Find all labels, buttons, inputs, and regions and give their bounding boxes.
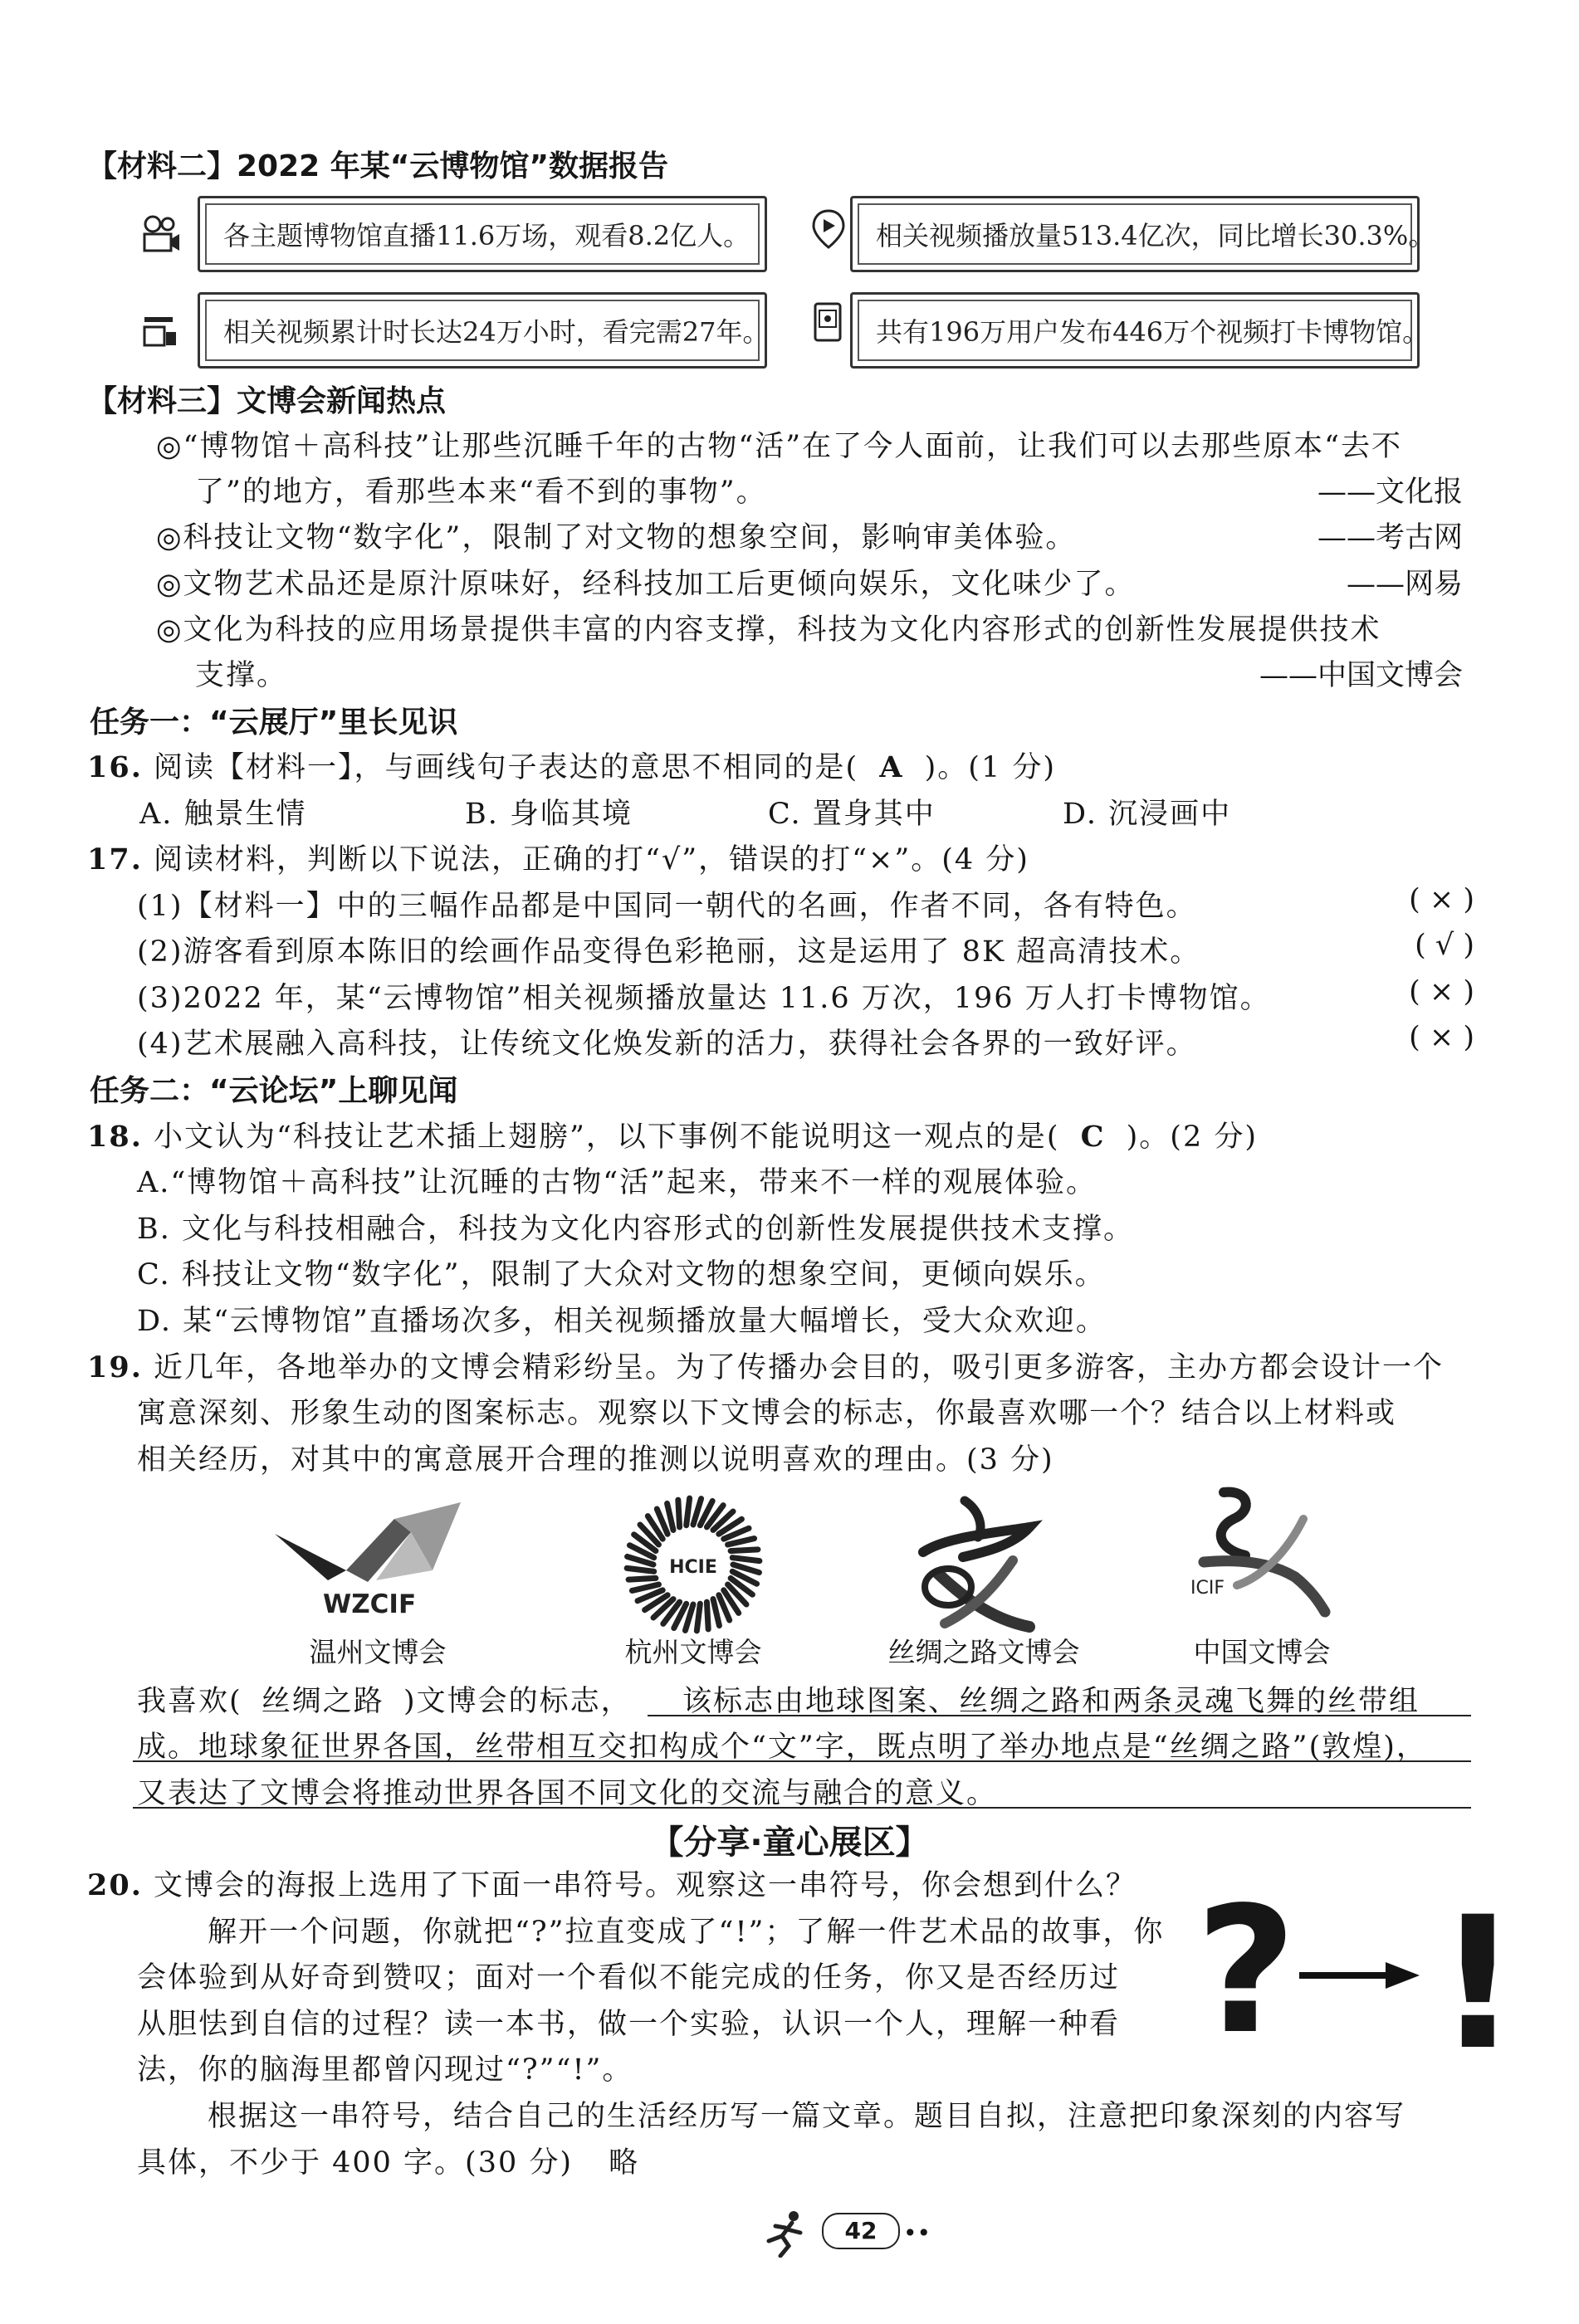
answer-line-2: 成。地球象征世界各国，丝带相互交扣构成个“文”字，既点明了举办地点是“丝绸之路”(敦煌)，: [137, 1731, 1427, 1764]
question-number: 20.: [87, 1868, 143, 1902]
question-19-line1: [87, 1345, 1444, 1386]
task-two-heading: 任务二：“云论坛”上聊见闻: [90, 1074, 458, 1108]
stem-text: 小文认为“科技让艺术插上翅膀”，以下事例不能说明这一观点的是(: [154, 1120, 1060, 1154]
answer-prefix: 我喜欢(: [137, 1685, 242, 1718]
question-20-para-4: 法，你的脑海里都曾闪现过“?”“!”。: [137, 2053, 633, 2087]
news-item-3: ◎文物艺术品还是原汁原味好，经科技加工后更倾向娱乐，文化味少了。: [156, 568, 1136, 601]
exclamation-mark-symbol: !: [1436, 1877, 1520, 2090]
logo-ray: [732, 1558, 760, 1561]
answer-mid: )文博会的标志，: [403, 1685, 632, 1718]
news-item-4-line2: 支撑。: [195, 659, 288, 692]
option-b: B. 文化与科技相融合，科技为文化内容形式的创新性发展提供技术支撑。: [137, 1213, 1134, 1246]
question-17-stem: [87, 837, 1029, 878]
play-location-icon: [807, 208, 850, 251]
logo-ray: [687, 1498, 690, 1526]
answer-line-3: 又表达了文博会将推动世界各国不同文化的交流与融合的意义。: [137, 1777, 998, 1810]
silk-road-expo-logo: [905, 1494, 1054, 1635]
logo-caption-hangzhou: 杭州文博会: [624, 1636, 762, 1668]
question-mark-symbol: ?: [1195, 1869, 1297, 2073]
question-19-line2: 寓意深刻、形象生动的图案标志。观察以下文博会的标志，你最喜欢哪一个？结合以上材料或: [137, 1397, 1397, 1430]
question-19-answer-intro: [137, 1678, 632, 1720]
news-source-1: ——文化报: [1317, 476, 1463, 509]
logo-ray: [728, 1539, 755, 1545]
news-item-2: ◎科技让文物“数字化”，限制了对文物的想象空间，影响审美体验。: [156, 521, 1077, 554]
logo-caption-china: 中国文博会: [1193, 1636, 1331, 1668]
news-source-2: ——考古网: [1317, 521, 1463, 554]
film-camera-icon: [139, 214, 183, 257]
question-18-stem: [87, 1114, 1258, 1155]
answer-line-1: 该标志由地球图案、丝绸之路和两条灵魂飞舞的丝带组: [682, 1685, 1420, 1718]
material-two-title: 【材料二】2022 年某“云博物馆”数据报告: [87, 149, 669, 183]
news-item-1-line1: ◎“博物馆＋高科技”让那些沉睡千年的古物“活”在了今人面前，让我们可以去那些原本“去不: [156, 430, 1403, 463]
judge-mark-4: ( × ): [1409, 1021, 1474, 1054]
stem-text: 阅读【材料一】，与画线句子表达的意思不相同的是(: [154, 751, 859, 784]
task-one-heading: 任务一：“云展厅”里长见识: [90, 706, 458, 740]
question-number: 17.: [87, 842, 143, 876]
task-text: 具体，不少于 400 字。(30 分): [137, 2146, 574, 2180]
share-section-title: 【分享·童心展区】: [650, 1824, 929, 1862]
option-a: A.“博物馆＋高科技”让沉睡的古物“活”起来，带来不一样的观展体验。: [137, 1166, 1097, 1199]
judge-item-3: (3)2022 年，某“云博物馆”相关视频播放量达 11.6 万次，196 万人打卡博物馆。: [137, 982, 1271, 1015]
question-20-task-line1: 根据这一串符号，结合自己的生活经历写一篇文章。题目自拟，注意把印象深刻的内容写: [208, 2100, 1406, 2133]
option-b: B. 身临其境: [465, 798, 633, 831]
logo-mark: ICIF: [1190, 1578, 1225, 1599]
question-20-para-3: 从胆怯到自信的过程？读一本书，做一个实验，认识一个人，理解一种看: [137, 2008, 1121, 2041]
judge-mark-1: ( × ): [1409, 883, 1474, 916]
option-c: C. 置身其中: [768, 798, 936, 831]
stem-text: 近几年，各地举办的文博会精彩纷呈。为了传播办会目的，吸引更多游客，主办方都会设计一个: [154, 1351, 1445, 1384]
question-number: 18.: [87, 1120, 143, 1154]
answer-underline: [133, 1807, 1471, 1809]
option-c: C. 科技让文物“数字化”，限制了大众对文物的想象空间，更倾向娱乐。: [137, 1258, 1106, 1291]
data-box-live: [198, 196, 767, 272]
answer-choice: 丝绸之路: [261, 1685, 384, 1718]
logo-ray: [632, 1584, 658, 1590]
news-item-1-line2: 了”的地方，看那些本来“看不到的事物”。: [195, 476, 767, 509]
answer-text: A: [879, 750, 904, 784]
phone-checkin-icon: [807, 300, 850, 344]
news-item-4-line1: ◎文化为科技的应用场景提供丰富的内容支撑，科技为文化内容形式的创新性发展提供技术: [156, 613, 1381, 647]
question-20-task-line2: [137, 2140, 639, 2181]
news-source-3: ——网易: [1346, 568, 1463, 601]
video-clock-icon: [139, 310, 183, 354]
data-box-text: 各主题博物馆直播11.6万场，观看8.2亿人。: [223, 220, 750, 251]
question-number: 19.: [87, 1350, 143, 1384]
logo-ray: [697, 1604, 700, 1631]
data-box-text: 相关视频播放量513.4亿次，同比增长30.3%。: [876, 220, 1435, 251]
news-source-4: ——中国文博会: [1259, 659, 1463, 692]
question-19-line3: 相关经历，对其中的寓意展开合理的推测以说明喜欢的理由。(3 分): [137, 1443, 1054, 1477]
logo-caption-wenzhou: 温州文博会: [309, 1636, 447, 1668]
question-16-stem: [87, 745, 1056, 786]
logo-ray: [627, 1568, 654, 1571]
data-box-text: 共有196万用户发布446万个视频打卡博物馆。: [876, 316, 1430, 348]
question-number: 16.: [87, 750, 143, 784]
running-figure-icon: [762, 2208, 812, 2258]
answer-text: C: [1080, 1120, 1106, 1154]
logo-ray: [706, 1602, 708, 1629]
stem-text: )。(1 分): [924, 751, 1057, 784]
data-box-duration: [198, 292, 770, 369]
stem-text: 阅读材料，判断以下说法，正确的打“√”，错误的打“×”。(4 分): [154, 843, 1029, 876]
judge-mark-2: ( √ ): [1415, 929, 1474, 962]
stem-text: 文博会的海报上选用了下面一串符号。观察这一串符号，你会想到什么？: [154, 1869, 1137, 1902]
data-box-users: [850, 292, 1430, 369]
china-expo-logo: [1179, 1486, 1345, 1627]
logo-ray: [731, 1550, 758, 1551]
option-a: A. 触景生情: [139, 798, 307, 831]
logo-mark: WZCIF: [323, 1589, 417, 1618]
question-20-para-1: 解开一个问题，你就把“?”拉直变成了“!”；了解一件艺术品的故事，你: [208, 1916, 1165, 1949]
wenzhou-expo-logo: [270, 1494, 486, 1618]
data-box-views: [850, 196, 1435, 272]
option-d: D. 某“云博物馆”直播场次多，相关视频播放量大幅增长，受大众欢迎。: [137, 1305, 1107, 1338]
judge-item-2: (2)游客看到原本陈旧的绘画作品变得色彩艳丽，这是运用了 8K 超高清技术。: [137, 935, 1201, 969]
answer-text: 略: [609, 2146, 640, 2180]
hangzhou-expo-logo: [623, 1494, 764, 1635]
material-three-title: 【材料三】文博会新闻热点: [87, 384, 447, 418]
logo-mark: HCIE: [669, 1557, 717, 1578]
option-d: D. 沉浸画中: [1063, 798, 1232, 831]
data-box-text: 相关视频累计时长达24万小时，看完需27年。: [223, 316, 770, 348]
logo-ray: [667, 1503, 673, 1530]
answer-underline: [648, 1715, 1471, 1716]
page-number: 42: [822, 2213, 900, 2249]
question-20-para-2: 会体验到从好奇到赞叹；面对一个看似不能完成的任务，你又是否经历过: [137, 1961, 1121, 1994]
logo-caption-silk-road: 丝绸之路文博会: [887, 1636, 1080, 1668]
judge-item-1: (1)【材料一】中的三幅作品都是中国同一朝代的名画，作者不同，各有特色。: [137, 890, 1197, 923]
answer-underline: [133, 1760, 1471, 1762]
judge-item-4: (4)艺术展融入高科技，让传统文化焕发新的活力，获得社会各界的一致好评。: [137, 1028, 1197, 1061]
logo-ray: [628, 1578, 656, 1579]
page-dots-decoration: ••: [903, 2219, 931, 2247]
logo-ray: [713, 1599, 719, 1626]
logo-ray: [678, 1500, 680, 1527]
question-20-stem: [87, 1863, 1137, 1904]
judge-mark-3: ( × ): [1409, 975, 1474, 1008]
arrow-right-icon: [1299, 1959, 1420, 1992]
stem-text: )。(2 分): [1126, 1120, 1258, 1154]
